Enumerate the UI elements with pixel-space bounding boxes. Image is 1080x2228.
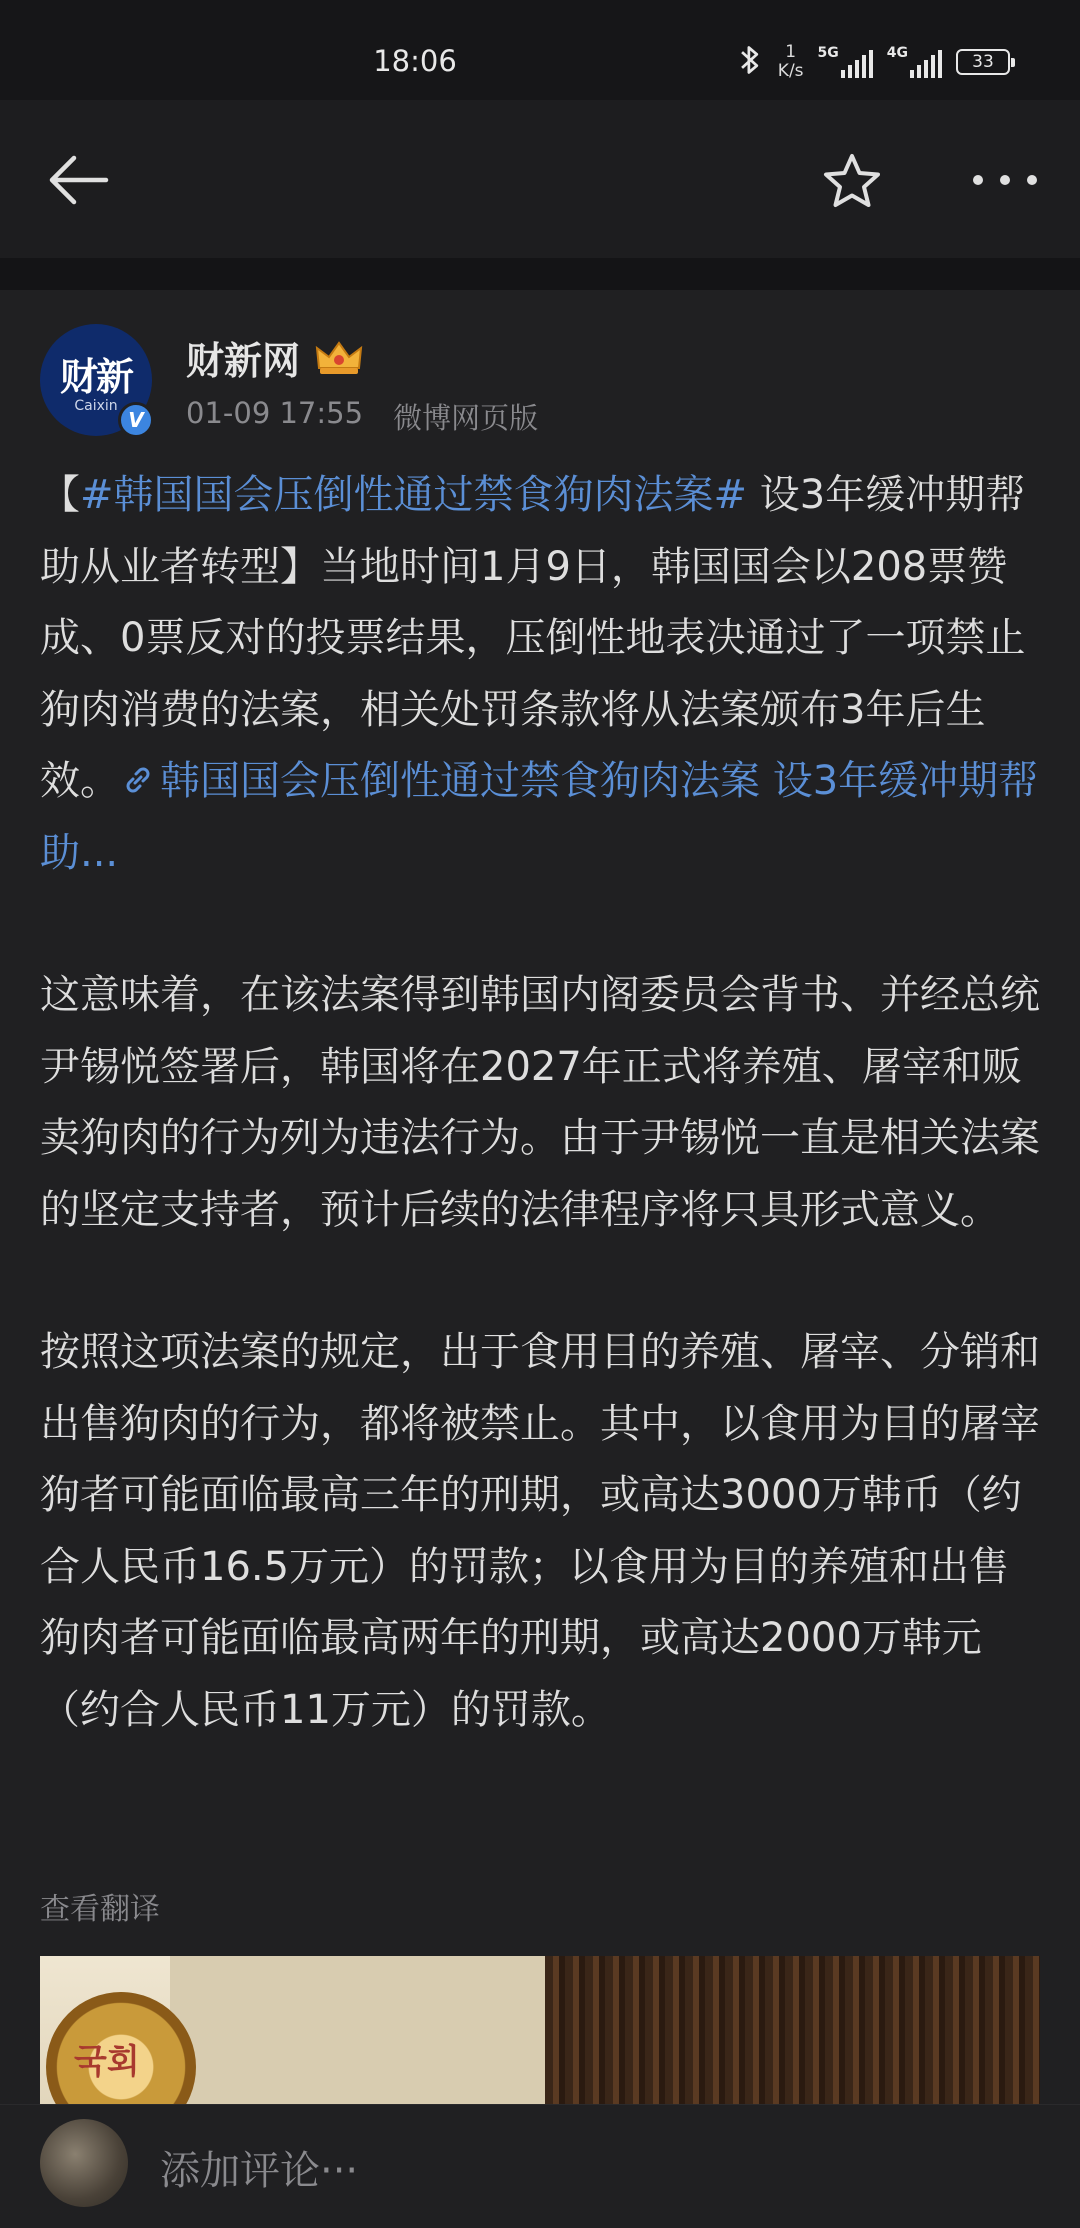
top-toolbar [0,100,1080,258]
crown-icon [314,338,364,378]
link-icon [120,762,156,798]
signal-bars-icon [910,50,942,78]
image-wall [170,1956,545,2104]
bracket-open: 【 [40,472,80,518]
author-name[interactable]: 财新网 [186,339,301,383]
back-button[interactable] [46,152,110,208]
signal-bars-icon [841,50,873,78]
bluetooth-icon [736,43,764,81]
status-time: 18:06 [373,44,457,78]
user-avatar[interactable] [40,2119,128,2207]
emblem-text: 국회 [74,2042,140,2082]
weibo-post [0,290,1080,2104]
network-speed [778,43,804,81]
signal-5g [818,46,873,78]
author-avatar[interactable] [40,324,152,436]
article-link[interactable] [40,758,1038,876]
post-source: 微博网页版 [393,401,539,435]
paragraph-2: 这意味着，在该法案得到韩国内阁委员会背书、并经总统尹锡悦签署后，韩国将在2027年正式将养殖、屠宰和贩卖狗肉的行为列为违法行为。由于尹锡悦一直是相关法案的坚定支持者，预计后续的法律程序将只具形式意义。 [40,972,1040,1233]
status-bar [0,0,1080,100]
battery-level: 33 [972,52,994,72]
avatar-logo-text: 财新 [59,355,132,399]
paragraph-1 [40,460,1044,889]
verified-badge-icon: V [118,402,154,438]
status-icons [736,42,1010,82]
view-translation-link[interactable]: 查看翻译 [40,1892,160,1927]
arrow-left-icon [46,152,110,208]
comment-bar [0,2104,1080,2228]
topic-hashtag[interactable]: #韩国国会压倒性通过禁食狗肉法案# [80,472,748,518]
avatar-logo-subtext: Caixin [74,398,118,414]
more-button[interactable] [970,158,1040,202]
article-link-text: 韩国国会压倒性通过禁食狗肉法案 设3年缓冲期帮助... [40,758,1039,876]
network-type-5g: 5G [817,45,839,61]
favorite-button[interactable] [820,150,884,214]
image-right-panel [545,1956,1040,2104]
author-row [186,330,364,385]
post-content [40,460,1044,1746]
section-divider [0,258,1080,290]
paragraph-1-text: 设3年缓冲期帮助从业者转型】当地时间1月9日，韩国国会以208票赞成、0票反对的投票结果，压倒性地表决通过了一项禁止狗肉消费的法案，相关处罚条款将从法案颁布3年后生效。 [40,472,1026,804]
post-image[interactable] [40,1956,1040,2104]
battery-icon [956,49,1010,75]
paragraph-3: 按照这项法案的规定，出于食用目的养殖、屠宰、分销和出售狗肉的行为，都将被禁止。其中，以食用为目的屠宰狗者可能面临最高三年的刑期，或高达3000万韩币（约合人民币16.5万元）的罚款；以食用为目的养殖和出售狗肉者可能面临最高两年的刑期，或高达2000万韩元（约合人民币11万元）的罚款。 [40,1329,1040,1733]
post-meta [186,396,538,437]
network-speed-value: 1 [785,42,797,62]
star-icon [820,150,884,214]
comment-input[interactable]: 添加评论··· [160,2148,359,2194]
signal-4g [887,46,942,78]
network-type-4g: 4G [886,45,908,61]
post-date: 01-09 17:55 [186,396,364,430]
more-horizontal-icon [970,158,1040,202]
network-speed-unit: K/s [777,61,804,81]
